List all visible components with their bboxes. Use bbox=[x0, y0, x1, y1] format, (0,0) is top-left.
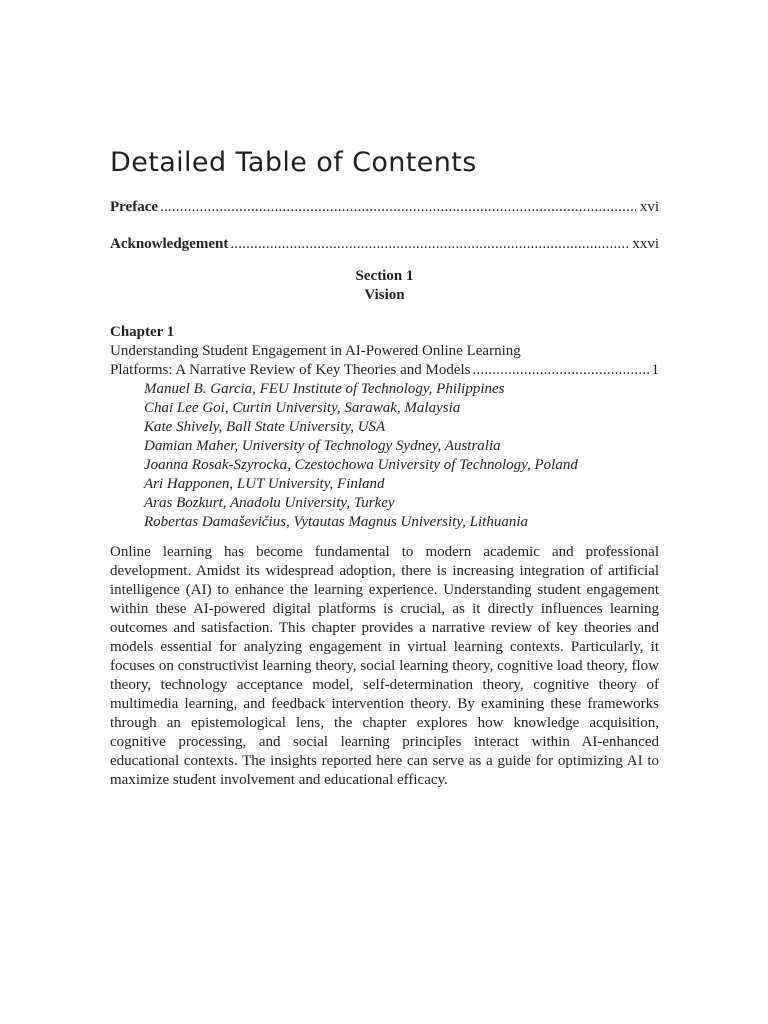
toc-entry-acknowledgement[interactable] bbox=[110, 235, 659, 254]
section-number: Section 1 bbox=[355, 268, 414, 284]
author-item: Ari Happonen, LUT University, Finland bbox=[144, 476, 385, 492]
chapter-abstract: Online learning has become fundamental to modern academic and professional development. Amidst its widespread adoption, there is increasing integration of artificial intelligence (AI) to enhance the learning experience. Understanding student engagement within these AI-powered digital platforms is crucial, as it directly influences learning outcomes and satisfaction. This chapter provides a narrative review of key theories and models essential for analyzing engagement in virtual learning contexts. Particularly, it focuses on constructivist learning theory, social learning theory, cognitive load theory, flow theory, technology acceptance model, self-determination theory, cognitive theory of multimedia learning, and feedback intervention theory. By examining these frameworks through an epistemological lens, the chapter explores how knowledge acquisition, cognitive processing, and social learning principles interact within AI-enhanced educational contexts. The insights reported here can serve as a guide for optimizing AI to maximize student involvement and educational efficacy. bbox=[110, 544, 659, 788]
chapter-number: Chapter 1 bbox=[110, 324, 175, 340]
dot-leader bbox=[472, 361, 649, 380]
author-item: Damian Maher, University of Technology Sydney, Australia bbox=[144, 438, 501, 454]
author-list bbox=[144, 380, 578, 532]
chapter-title-line-1[interactable]: Understanding Student Engagement in AI-Powered Online Learning bbox=[110, 343, 521, 359]
author-item: Robertas Damaševičius, Vytautas Magnus University, Lithuania bbox=[144, 514, 529, 530]
page-title: Detailed Table of Contents bbox=[110, 147, 477, 178]
toc-page-number: xxvi bbox=[632, 236, 659, 252]
toc-entry-label: Acknowledgement bbox=[110, 236, 229, 252]
toc-entry-chapter-1[interactable] bbox=[110, 361, 659, 380]
section-name: Vision bbox=[364, 287, 405, 303]
author-item: Joanna Rosak-Szyrocka, Czestochowa University of Technology, Poland bbox=[144, 457, 578, 473]
toc-page-number: xvi bbox=[639, 199, 659, 215]
toc-page-number: 1 bbox=[651, 362, 659, 378]
dot-leader bbox=[230, 235, 628, 254]
author-item: Manuel B. Garcia, FEU Institute of Technology, Philippines bbox=[144, 381, 505, 397]
chapter-title-line-2: Platforms: A Narrative Review of Key Theories and Models bbox=[110, 362, 471, 378]
toc-entry-label: Preface bbox=[110, 199, 159, 215]
author-item: Kate Shively, Ball State University, USA bbox=[144, 419, 386, 435]
author-item: Chai Lee Goi, Curtin University, Sarawak, Malaysia bbox=[144, 400, 461, 416]
dot-leader bbox=[160, 198, 636, 217]
author-item: Aras Bozkurt, Anadolu University, Turkey bbox=[144, 495, 395, 511]
toc-entry-preface[interactable] bbox=[110, 198, 659, 217]
